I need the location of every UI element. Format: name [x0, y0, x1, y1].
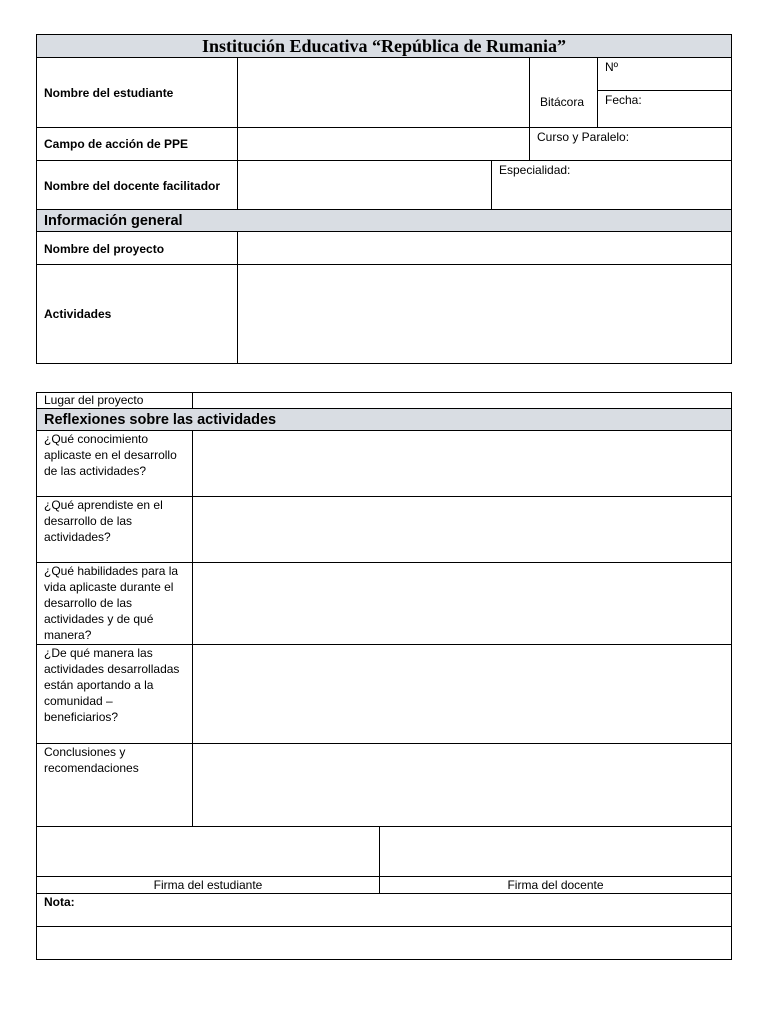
answer-5-input[interactable] — [193, 744, 731, 826]
question-2: ¿Qué aprendiste en el desarrollo de las actividades? — [44, 498, 163, 544]
question-1: ¿Qué conocimiento aplicaste en el desarrollo de las actividades? — [44, 432, 177, 478]
course-label: Curso y Paralelo: — [537, 130, 630, 144]
date-label: Fecha: — [605, 93, 642, 107]
teacher-signature-label: Firma del docente — [507, 878, 604, 892]
teacher-signature-area[interactable] — [380, 827, 731, 876]
student-name-field[interactable] — [238, 58, 529, 128]
divider — [597, 90, 732, 91]
place-input[interactable] — [193, 393, 731, 408]
activities-label: Actividades — [44, 307, 112, 321]
action-field-input[interactable] — [238, 128, 529, 160]
answer-1-input[interactable] — [193, 431, 731, 496]
question-4: ¿De qué manera las actividades desarrolladas están aportando a la comunidad – beneficiarios? — [44, 646, 180, 724]
reflections-heading: Reflexiones sobre las actividades — [44, 412, 277, 428]
note-label: Nota: — [44, 895, 75, 909]
teacher-input[interactable] — [238, 161, 491, 209]
general-info-heading: Información general — [44, 213, 183, 229]
place-label: Lugar del proyecto — [44, 393, 144, 407]
project-name-input[interactable] — [238, 232, 731, 264]
answer-3-input[interactable] — [193, 563, 731, 644]
question-5: Conclusiones y recomendaciones — [44, 745, 139, 775]
student-name-label: Nombre del estudiante — [44, 86, 174, 100]
answer-4-input[interactable] — [193, 645, 731, 743]
divider — [529, 57, 530, 128]
question-3: ¿Qué habilidades para la vida aplicaste durante el desarrollo de las actividades y de qué manera? — [44, 564, 179, 642]
student-signature-label: Firma del estudiante — [153, 878, 263, 892]
bitacora-label: Bitácora — [540, 95, 585, 109]
divider — [491, 160, 492, 210]
action-field-label: Campo de acción de PPE — [44, 137, 189, 151]
note-extra-input[interactable] — [37, 927, 731, 959]
number-label: Nº — [605, 60, 619, 74]
note-input[interactable] — [80, 894, 731, 926]
divider — [529, 127, 530, 161]
activities-input[interactable] — [238, 265, 731, 363]
divider — [597, 57, 598, 128]
student-signature-area[interactable] — [37, 827, 378, 876]
answer-2-input[interactable] — [193, 497, 731, 562]
divider — [36, 876, 732, 877]
page-title: Institución Educativa “República de Rumania” — [201, 36, 567, 56]
teacher-label: Nombre del docente facilitador — [44, 179, 221, 193]
specialty-label: Especialidad: — [499, 163, 571, 177]
project-name-label: Nombre del proyecto — [44, 242, 165, 256]
